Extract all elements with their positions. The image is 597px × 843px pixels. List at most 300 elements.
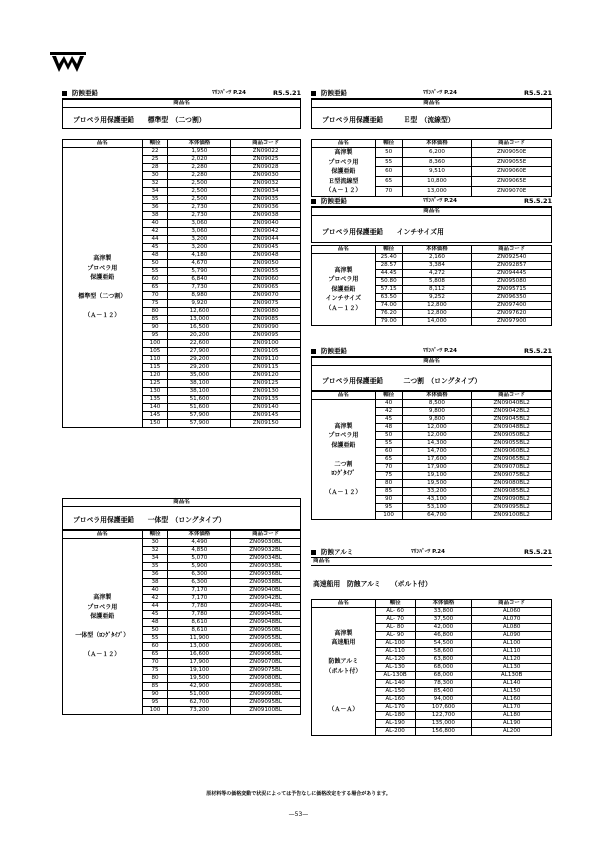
shaft-size: 35 (142, 196, 168, 204)
product-code: AL140 (472, 680, 552, 688)
shaft-size: 42 (142, 595, 168, 603)
price-table (62, 530, 301, 715)
shaft-size: 57.15 (375, 286, 402, 294)
product-name-box (311, 357, 552, 391)
product-code: ZN09034BL (231, 555, 301, 563)
product-code: ZN09080BL2 (472, 480, 552, 488)
shaft-size: 55 (375, 157, 402, 167)
product-code: ZN092540 (472, 254, 552, 262)
col-header-size: 軸径 (375, 392, 402, 400)
col-header-size: 軸径 (142, 140, 168, 148)
product-code: ZN09038 (231, 212, 301, 220)
unit-price: 2,730 (168, 212, 231, 220)
product-code: AL130B (472, 672, 552, 680)
revision-date: R5.5.21 (523, 548, 552, 556)
shaft-size: 42 (375, 408, 402, 416)
col-header-price: 本体価格 (402, 246, 472, 254)
product-code: ZN09030BL (231, 539, 301, 547)
product-code: ZN09135 (231, 396, 301, 404)
product-name-label: 商品名 (63, 100, 300, 108)
unit-price: 57,900 (168, 412, 231, 420)
unit-price: 22,600 (168, 340, 231, 348)
unit-price: 3,384 (402, 262, 472, 270)
unit-price: 16,600 (168, 651, 231, 659)
product-code: AL180 (472, 712, 552, 720)
product-code: AL070 (472, 616, 552, 624)
price-table (311, 245, 552, 326)
unit-price: 85,400 (415, 688, 472, 696)
product-code: AL120 (472, 656, 552, 664)
product-code: ZN09145 (231, 412, 301, 420)
page-number: —53— (288, 811, 309, 818)
shaft-size: 45 (142, 244, 168, 252)
product-code: ZN09055BL (231, 635, 301, 643)
product-code: ZN095715 (472, 286, 552, 294)
shaft-size: 65 (142, 651, 168, 659)
shaft-size: 110 (142, 356, 168, 364)
unit-price: 42,000 (415, 624, 472, 632)
shaft-size: 70 (375, 186, 402, 196)
section-header (311, 347, 552, 356)
unit-price: 2,500 (168, 188, 231, 196)
shaft-size: 45 (142, 611, 168, 619)
shaft-size: 50 (375, 148, 402, 158)
unit-price: 29,200 (168, 364, 231, 372)
bullet-square-icon (311, 91, 316, 96)
shaft-size: AL-190 (375, 720, 415, 728)
shaft-size: 140 (142, 404, 168, 412)
unit-price: 1,950 (168, 148, 231, 156)
unit-price: 62,700 (168, 699, 231, 707)
shaft-size: 100 (375, 512, 402, 520)
product-code: ZN096350 (472, 294, 552, 302)
product-code: ZN09105 (231, 348, 301, 356)
product-code: ZN09075BL (231, 667, 301, 675)
page-reference: ﾏﾘﾝﾊﾟｰﾂ P.24 (411, 549, 445, 555)
unit-price: 6,300 (168, 579, 231, 587)
shaft-size: 32 (142, 547, 168, 555)
col-header-size: 軸径 (375, 600, 415, 608)
shaft-size: 120 (142, 372, 168, 380)
shaft-size: 35 (142, 563, 168, 571)
page-reference: ﾏﾘﾝﾊﾟｰﾂ P.24 (423, 90, 457, 96)
shaft-size: 130 (142, 388, 168, 396)
unit-price: 17,900 (402, 464, 472, 472)
col-header-item: 品名 (312, 600, 376, 608)
shaft-size: 100 (142, 340, 168, 348)
product-code: ZN09032BL (231, 547, 301, 555)
unit-price: 5,790 (168, 268, 231, 276)
shaft-size: 70 (142, 659, 168, 667)
product-code: ZN09090 (231, 324, 301, 332)
unit-price: 9,800 (402, 408, 472, 416)
unit-price: 33,200 (402, 488, 472, 496)
shaft-size: AL-160 (375, 696, 415, 704)
shaft-size: AL-170 (375, 704, 415, 712)
product-name-label: 商品名 (312, 358, 551, 366)
shaft-size: 74.00 (375, 302, 402, 310)
bullet-square-icon (311, 349, 316, 354)
shaft-size: 60 (142, 643, 168, 651)
shaft-size: 44.45 (375, 270, 402, 278)
shaft-size: 95 (142, 699, 168, 707)
product-name: プロペラ用保護亜鉛 標準型 （二つ割） (73, 116, 206, 124)
shaft-size: 65 (142, 284, 168, 292)
shaft-size: AL- 70 (375, 616, 415, 624)
shaft-size: 90 (375, 496, 402, 504)
unit-price: 3,200 (168, 244, 231, 252)
shaft-size: 34 (142, 188, 168, 196)
product-code: ZN09040 (231, 220, 301, 228)
section-standard-zinc (62, 89, 301, 503)
product-code: ZN09085BL (231, 683, 301, 691)
col-header-price: 本体価格 (415, 600, 472, 608)
shaft-size: 36 (142, 571, 168, 579)
product-name: プロペラ用保護亜鉛 Ｅ型 （流線型） (322, 116, 455, 124)
shaft-size: 40 (142, 220, 168, 228)
shaft-size: 145 (142, 412, 168, 420)
revision-date: R5.5.21 (523, 89, 552, 97)
shaft-size: 55 (142, 268, 168, 276)
unit-price: 156,800 (415, 728, 472, 736)
unit-price: 14,700 (402, 448, 472, 456)
unit-price: 4,850 (168, 547, 231, 555)
section-onepiece-zinc (62, 498, 301, 763)
bullet-square-icon (311, 550, 316, 555)
unit-price: 37,500 (415, 616, 472, 624)
shaft-size: 95 (142, 332, 168, 340)
unit-price: 12,800 (402, 310, 472, 318)
unit-price: 2,280 (168, 164, 231, 172)
table-row (312, 254, 552, 262)
section-header (62, 89, 301, 98)
product-code: ZN09065E (472, 177, 552, 187)
product-code: ZN09050BL2 (472, 432, 552, 440)
unit-price: 122,700 (415, 712, 472, 720)
unit-price: 8,500 (402, 400, 472, 408)
product-code: ZN09100BL2 (472, 512, 552, 520)
shaft-size: 70 (142, 292, 168, 300)
shaft-size: 48 (142, 252, 168, 260)
unit-price: 12,800 (402, 302, 472, 310)
product-name-label: 商品名 (312, 100, 551, 108)
shaft-size: 135 (142, 396, 168, 404)
product-code: AL170 (472, 704, 552, 712)
unit-price: 33,800 (415, 608, 472, 616)
table-row (312, 608, 552, 616)
product-code: ZN09115 (231, 364, 301, 372)
product-name: 高速船用 防蝕アルミ （ボルト付） (313, 580, 432, 588)
column-header-row (312, 392, 552, 400)
price-table (62, 139, 301, 428)
product-name-box (311, 207, 552, 243)
product-code: AL160 (472, 696, 552, 704)
unit-price: 8,112 (402, 286, 472, 294)
bullet-square-icon (311, 199, 316, 204)
shaft-size: 48 (142, 619, 168, 627)
shaft-size: 38 (142, 212, 168, 220)
shaft-size: 125 (142, 380, 168, 388)
unit-price: 4,490 (168, 539, 231, 547)
shaft-size: 70 (375, 464, 402, 472)
shaft-size: 150 (142, 420, 168, 428)
shaft-size: 60 (375, 167, 402, 177)
unit-price: 19,500 (402, 480, 472, 488)
unit-price: 38,100 (168, 388, 231, 396)
unit-price: 8,610 (168, 627, 231, 635)
unit-price: 14,000 (402, 318, 472, 326)
shaft-size: 100 (142, 707, 168, 715)
unit-price: 17,600 (402, 456, 472, 464)
product-name: プロペラ用保護亜鉛 一体型 （ロングタイプ） (73, 516, 226, 524)
unit-price: 51,600 (168, 396, 231, 404)
section-header (311, 89, 552, 98)
shaft-size: 80 (142, 675, 168, 683)
product-code: ZN09045BL2 (472, 416, 552, 424)
unit-price: 9,920 (168, 300, 231, 308)
shaft-size: AL-180 (375, 712, 415, 720)
shaft-size: 85 (375, 488, 402, 496)
shaft-size: 75 (142, 300, 168, 308)
unit-price: 2,500 (168, 196, 231, 204)
price-table (311, 599, 552, 736)
table-row (312, 400, 552, 408)
shaft-size: 36 (142, 204, 168, 212)
col-header-size: 軸径 (375, 246, 402, 254)
product-code: ZN09044 (231, 236, 301, 244)
product-code: ZN094445 (472, 270, 552, 278)
price-table (311, 139, 552, 197)
section-split-long-zinc (311, 347, 552, 547)
shaft-size: 85 (142, 683, 168, 691)
column-header-row (63, 140, 301, 148)
item-description: 高滓製 プロペラ用 保護亜鉛 一体型（ﾛﾝｸﾞﾀｲﾌﾟ） （Ａ－１２） (63, 539, 143, 715)
shaft-size: 25.40 (375, 254, 402, 262)
unit-price: 57,900 (168, 420, 231, 428)
unit-price: 51,000 (168, 691, 231, 699)
unit-price: 46,800 (415, 632, 472, 640)
shaft-size: 65 (375, 177, 402, 187)
category-label: 防蝕亜鉛 (321, 197, 347, 205)
col-header-size: 軸径 (375, 140, 402, 148)
product-code: ZN09040BL (231, 587, 301, 595)
shaft-size: 28 (142, 164, 168, 172)
shaft-size: 44 (142, 236, 168, 244)
shaft-size: 22 (142, 148, 168, 156)
unit-price: 2,500 (168, 180, 231, 188)
unit-price: 64,700 (402, 512, 472, 520)
shaft-size: 60 (142, 276, 168, 284)
shaft-size: AL-100 (375, 640, 415, 648)
shaft-size: 30 (142, 539, 168, 547)
unit-price: 12,000 (402, 424, 472, 432)
unit-price: 3,060 (168, 228, 231, 236)
unit-price: 4,180 (168, 252, 231, 260)
price-change-notice: 原材料等の価格変動で状況によっては予告なしに価格改定をする場合があります。 (206, 791, 391, 797)
product-code: ZN095080 (472, 278, 552, 286)
column-header-row (63, 531, 301, 539)
item-description: 高滓製 プロペラ用 保護亜鉛 二つ割 ﾛﾝｸﾞﾀｲﾌﾟ （Ａ－１２） (312, 400, 376, 520)
shaft-size: 44 (142, 603, 168, 611)
shaft-size: 63.50 (375, 294, 402, 302)
col-header-price: 本体価格 (168, 531, 231, 539)
col-header-code: 商品コード (231, 531, 301, 539)
product-name-label: 商品名 (63, 499, 300, 507)
unit-price: 73,200 (168, 707, 231, 715)
product-code: ZN09038BL (231, 579, 301, 587)
shaft-size: 50 (142, 627, 168, 635)
shaft-size: 28.57 (375, 262, 402, 270)
col-header-size: 軸径 (142, 531, 168, 539)
unit-price: 3,060 (168, 220, 231, 228)
product-code: ZN09035 (231, 196, 301, 204)
unit-price: 8,360 (402, 157, 472, 167)
product-code: ZN09085 (231, 316, 301, 324)
column-header-row (312, 600, 552, 608)
unit-price: 4,670 (168, 260, 231, 268)
unit-price: 13,000 (168, 316, 231, 324)
unit-price: 11,900 (168, 635, 231, 643)
product-code: ZN097900 (472, 318, 552, 326)
product-code: ZN09110 (231, 356, 301, 364)
category-label: 防蝕アルミ (321, 548, 354, 556)
section-etype-zinc (311, 89, 552, 199)
product-name-box (62, 498, 301, 530)
unit-price: 53,100 (402, 504, 472, 512)
product-code: ZN09030 (231, 172, 301, 180)
product-code: ZN09032 (231, 180, 301, 188)
unit-price: 19,500 (168, 675, 231, 683)
shaft-size: 55 (142, 635, 168, 643)
item-description: 高滓製 プロペラ用 保護亜鉛 標準型（二つ割） （Ａ－１２） (63, 148, 143, 428)
shaft-size: AL- 90 (375, 632, 415, 640)
product-code: ZN09048 (231, 252, 301, 260)
unit-price: 16,500 (168, 324, 231, 332)
product-code: ZN097400 (472, 302, 552, 310)
product-name-box (311, 558, 552, 594)
unit-price: 12,600 (168, 308, 231, 316)
product-code: AL200 (472, 728, 552, 736)
product-code: ZN097620 (472, 310, 552, 318)
unit-price: 12,000 (402, 432, 472, 440)
unit-price: 43,100 (402, 496, 472, 504)
unit-price: 7,170 (168, 595, 231, 603)
shaft-size: 34 (142, 555, 168, 563)
product-code: ZN09022 (231, 148, 301, 156)
shaft-size: 50.80 (375, 278, 402, 286)
unit-price: 7,170 (168, 587, 231, 595)
section-header (311, 548, 552, 557)
product-code: ZN09060BL2 (472, 448, 552, 456)
product-code: AL100 (472, 640, 552, 648)
shaft-size: 40 (375, 400, 402, 408)
product-code: ZN09080BL (231, 675, 301, 683)
unit-price: 3,200 (168, 236, 231, 244)
product-code: ZN09035BL (231, 563, 301, 571)
bullet-square-icon (62, 91, 67, 96)
unit-price: 4,272 (402, 270, 472, 278)
shaft-size: AL-140 (375, 680, 415, 688)
shaft-size: 65 (375, 456, 402, 464)
table-row (312, 148, 552, 158)
item-description: 高滓製 プロペラ用 保護亜鉛 インチサイズ （Ａ－１２） (312, 254, 376, 326)
product-code: ZN09065BL (231, 651, 301, 659)
item-description: 高滓製 高速船用 防蝕アルミ （ボルト付） （Ａ－Ａ） (312, 608, 376, 736)
product-code: ZN09055E (472, 157, 552, 167)
product-code: ZN09150 (231, 420, 301, 428)
revision-date: R5.5.21 (523, 347, 552, 355)
product-code: ZN09028 (231, 164, 301, 172)
unit-price: 9,800 (402, 416, 472, 424)
product-code: AL150 (472, 688, 552, 696)
product-code: ZN09055BL2 (472, 440, 552, 448)
product-code: ZN09045 (231, 244, 301, 252)
product-code: AL090 (472, 632, 552, 640)
shaft-size: 80 (142, 308, 168, 316)
page-reference: ﾏﾘﾝﾊﾟｰﾂ P.24 (212, 90, 246, 96)
unit-price: 8,610 (168, 619, 231, 627)
section-inch-zinc (311, 197, 552, 347)
shaft-size: AL-150 (375, 688, 415, 696)
unit-price: 29,200 (168, 356, 231, 364)
shaft-size: 55 (375, 440, 402, 448)
unit-price: 51,600 (168, 404, 231, 412)
unit-price: 9,510 (402, 167, 472, 177)
product-code: AL110 (472, 648, 552, 656)
col-header-code: 商品コード (472, 392, 552, 400)
product-code: ZN09044BL (231, 603, 301, 611)
revision-date: R5.5.21 (272, 89, 301, 97)
product-name-box (311, 99, 552, 129)
unit-price: 5,808 (402, 278, 472, 286)
unit-price: 94,000 (415, 696, 472, 704)
col-header-item: 品名 (63, 140, 143, 148)
product-code: ZN09130 (231, 388, 301, 396)
unit-price: 68,000 (415, 664, 472, 672)
unit-price: 7,730 (168, 284, 231, 292)
product-name: プロペラ用保護亜鉛 二つ割 （ロングタイプ） (322, 377, 482, 385)
shaft-size: 50 (375, 432, 402, 440)
shaft-size: 115 (142, 364, 168, 372)
product-code: ZN09034 (231, 188, 301, 196)
product-code: AL130 (472, 664, 552, 672)
shaft-size: AL-120 (375, 656, 415, 664)
product-code: ZN09100BL (231, 707, 301, 715)
unit-price: 5,900 (168, 563, 231, 571)
unit-price: 107,600 (415, 704, 472, 712)
shaft-size: AL- 60 (375, 608, 415, 616)
shaft-size: 38 (142, 579, 168, 587)
product-code: AL080 (472, 624, 552, 632)
col-header-item: 品名 (63, 531, 143, 539)
shaft-size: 85 (142, 316, 168, 324)
product-code: ZN09070BL2 (472, 464, 552, 472)
unit-price: 17,900 (168, 659, 231, 667)
category-label: 防蝕亜鉛 (321, 347, 347, 355)
unit-price: 2,020 (168, 156, 231, 164)
page-reference: ﾏﾘﾝﾊﾟｰﾂ P.24 (423, 348, 457, 354)
product-code: ZN09070BL (231, 659, 301, 667)
product-code: ZN09065BL2 (472, 456, 552, 464)
shaft-size: 76.20 (375, 310, 402, 318)
unit-price: 58,600 (415, 648, 472, 656)
col-header-code: 商品コード (472, 246, 552, 254)
product-code: ZN09090BL2 (472, 496, 552, 504)
product-code: ZN09075BL2 (472, 472, 552, 480)
product-code: ZN09095BL (231, 699, 301, 707)
product-code: ZN09080 (231, 308, 301, 316)
product-code: ZN09140 (231, 404, 301, 412)
